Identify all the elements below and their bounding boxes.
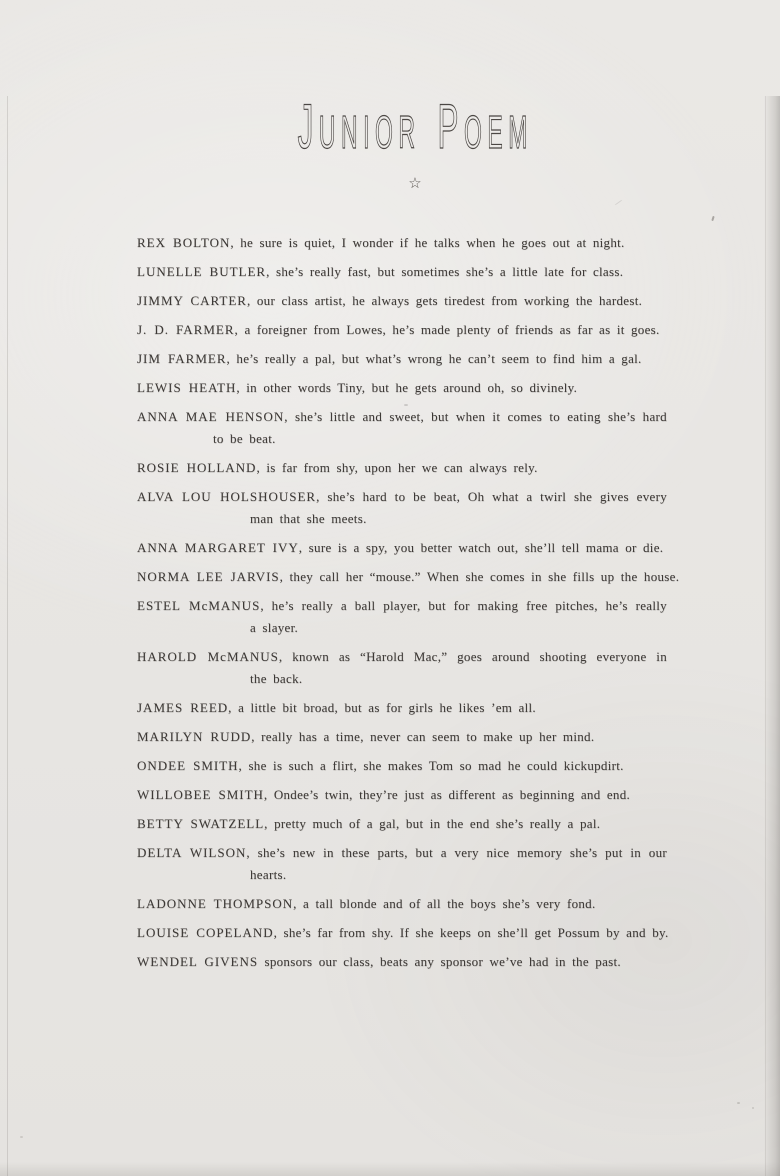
poem-entry — [137, 486, 667, 530]
entry-text: , a tall blonde and of all the boys she’s very fond. — [293, 896, 596, 911]
entry-line — [137, 486, 667, 508]
poem-entry — [137, 319, 667, 341]
entry-text: , known as “Harold Mac,” goes around shooting everyone in — [278, 649, 668, 664]
entry-line — [137, 457, 667, 479]
student-name: MARILYN RUDD — [137, 729, 252, 744]
entry-text: , a little bit broad, but as for girls he likes ’em all. — [228, 700, 536, 715]
entry-line — [137, 893, 667, 915]
poem-entry — [137, 726, 667, 748]
entry-text: , he sure is quiet, I wonder if he talks when he goes out at night. — [230, 235, 625, 250]
entry-line — [137, 755, 667, 777]
poem-entry — [137, 784, 667, 806]
student-name: ANNA MARGARET IVY — [137, 540, 299, 555]
poem-entry — [137, 566, 680, 588]
student-name: ESTEL McMANUS — [137, 598, 261, 613]
entry-text: sponsors our class, beats any sponsor we’ve had in the past. — [258, 954, 621, 969]
star-icon: ☆ — [408, 176, 422, 192]
entry-line — [137, 726, 667, 748]
entry-line — [137, 697, 667, 719]
poem-entry — [137, 261, 667, 283]
entry-line — [137, 813, 667, 835]
entry-text: , she’s far from shy. If she keeps on she’ll get Possum by and by. — [273, 925, 669, 940]
entry-line — [137, 319, 667, 341]
entry-text: , she’s hard to be beat, Oh what a twirl she gives every — [316, 489, 668, 504]
student-name: LOUISE COPELAND — [137, 925, 274, 940]
poem-entry — [137, 922, 667, 944]
title-rest: OEM — [463, 106, 533, 158]
entry-line — [137, 595, 667, 617]
scan-right-edge-shadow — [764, 96, 780, 1176]
entry-text: , they call her “mouse.” When she comes in she fills up the house. — [279, 569, 680, 584]
paper-speck — [711, 216, 714, 221]
student-name: LUNELLE BUTLER — [137, 264, 267, 279]
student-name: BETTY SWATZELL — [137, 816, 265, 831]
entry-continuation: a slayer. — [250, 620, 299, 635]
poem-entry — [137, 893, 667, 915]
entry-line — [137, 566, 680, 588]
entry-text: , he’s really a pal, but what’s wrong he can’t seem to find him a gal. — [226, 351, 642, 366]
entry-text: , pretty much of a gal, but in the end she’s really a pal. — [264, 816, 601, 831]
entry-line — [137, 377, 667, 399]
entry-line — [137, 842, 667, 864]
entry-line — [137, 406, 667, 428]
student-name: WENDEL GIVENS — [137, 954, 259, 969]
student-name: HAROLD McMANUS — [137, 649, 279, 664]
entry-continuation: hearts. — [250, 867, 287, 882]
entry-text: , really has a time, never can seem to make up her mind. — [251, 729, 595, 744]
poem-entry — [137, 755, 667, 777]
scan-right-edge-line — [765, 96, 766, 1176]
entry-line — [137, 537, 667, 559]
poem-entry — [137, 646, 667, 690]
entry-line — [137, 232, 667, 254]
entry-line — [137, 261, 667, 283]
entry-line — [137, 922, 667, 944]
page-title-text — [297, 92, 533, 162]
poem-entry — [137, 697, 667, 719]
student-name: ROSIE HOLLAND — [137, 460, 257, 475]
entry-text: , he’s really a ball player, but for making free pitches, he’s really — [260, 598, 667, 613]
paper-scratch — [615, 200, 623, 206]
poem-entry — [137, 951, 667, 973]
poem-entry — [137, 813, 667, 835]
student-name: ALVA LOU HOLSHOUSER — [137, 489, 317, 504]
poem-entry — [137, 457, 667, 479]
entry-line — [137, 348, 667, 370]
entry-continuation: man that she meets. — [250, 511, 367, 526]
student-name: JIM FARMER — [137, 351, 227, 366]
entry-text: , she is such a flirt, she makes Tom so mad he could kickupdirt. — [238, 758, 624, 773]
poem-entry — [137, 348, 667, 370]
title-rest: UNIOR — [318, 106, 421, 158]
student-name: REX BOLTON — [137, 235, 231, 250]
page-title — [25, 92, 780, 162]
entry-text: , our class artist, he always gets tiredest from working the hardest. — [246, 293, 643, 308]
student-name: J. D. FARMER — [137, 322, 235, 337]
entry-continuation: to be beat. — [213, 431, 276, 446]
student-name: JIMMY CARTER — [137, 293, 247, 308]
poem-entry — [137, 232, 667, 254]
student-name: NORMA LEE JARVIS — [137, 569, 280, 584]
entry-text: , is far from shy, upon her we can always rely. — [256, 460, 538, 475]
poem-entry — [137, 290, 667, 312]
title-initial: J — [297, 92, 319, 162]
student-name: DELTA WILSON — [137, 845, 247, 860]
entry-text: , in other words Tiny, but he gets around oh, so divinely. — [236, 380, 578, 395]
paper-speck — [737, 1102, 740, 1104]
star-ornament-row — [25, 177, 780, 192]
yearbook-page — [0, 92, 780, 1176]
student-name: ONDEE SMITH — [137, 758, 239, 773]
title-initial: P — [437, 92, 464, 162]
entry-line — [137, 290, 667, 312]
poem-entry — [137, 537, 667, 559]
paper-speck — [752, 1107, 754, 1109]
student-name: LEWIS HEATH — [137, 380, 237, 395]
entry-text: , Ondee’s twin, they’re just as different as beginning and end. — [263, 787, 631, 802]
student-name: WILLOBEE SMITH — [137, 787, 264, 802]
entry-continuation: the back. — [250, 671, 303, 686]
entry-line — [137, 784, 667, 806]
ink-smudge — [404, 404, 408, 406]
poem-entries — [137, 232, 680, 973]
entry-text: , a foreigner from Lowes, he’s made plenty of friends as far as it goes. — [234, 322, 660, 337]
poem-entry — [137, 842, 667, 886]
entry-text: , she’s new in these parts, but a very nice memory she’s put in our — [246, 845, 667, 860]
poem-entry — [137, 406, 667, 450]
poem-entry — [137, 595, 667, 639]
entry-text: , she’s little and sweet, but when it comes to eating she’s hard — [284, 409, 667, 424]
paper-speck — [20, 1136, 23, 1138]
scan-bottom-edge-shadow — [0, 1162, 780, 1176]
entry-line — [137, 646, 667, 668]
entry-line — [137, 951, 667, 973]
student-name: JAMES REED — [137, 700, 229, 715]
poem-entry — [137, 377, 667, 399]
entry-text: , sure is a spy, you better watch out, she’ll tell mama or die. — [298, 540, 664, 555]
entry-text: , she’s really fast, but sometimes she’s a little late for class. — [266, 264, 624, 279]
student-name: ANNA MAE HENSON — [137, 409, 285, 424]
scan-left-edge-line — [7, 96, 8, 1176]
student-name: LADONNE THOMPSON — [137, 896, 294, 911]
